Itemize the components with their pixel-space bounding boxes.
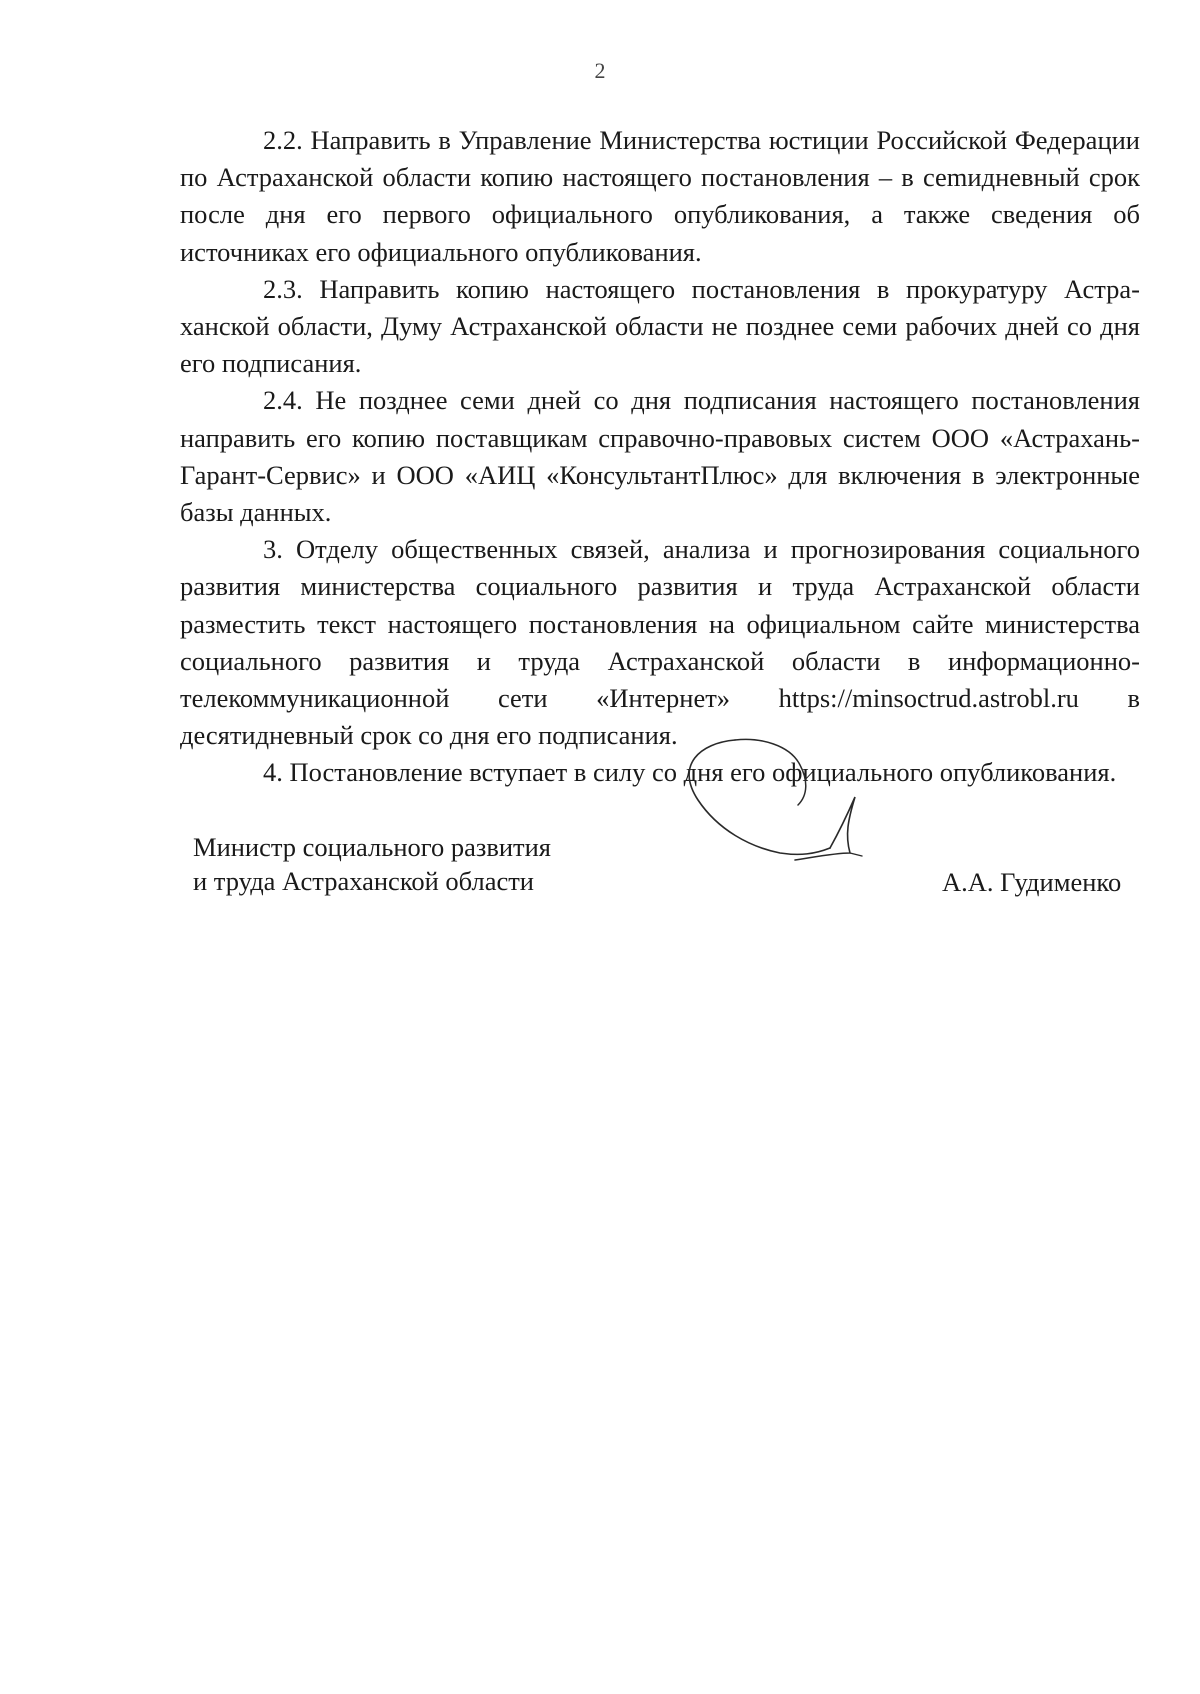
paragraph-4: 4. Постановление вступает в силу со дня его официального опубликования. — [263, 757, 1117, 788]
paragraph-2-4: 2.4. Не позднее семи дней со дня подписания настоящего постановления направить его копию поставщикам справочно-правовых систем ООО «Астрахань-Гарант-Сервис» и ООО «АИЦ «КонсультантПлюс» для включения в электронные базы данных. — [180, 385, 1140, 528]
handwritten-signature — [680, 735, 880, 885]
paragraph-2-2: 2.2. Направить в Управление Министерства юстиции Российской Федерации по Астраханской области копию настоящего постановления – в сеmидневный срок после дня его первого официального опубликования, а также сведения об источниках его официального опубликования. — [180, 125, 1140, 267]
signer-position — [193, 830, 551, 898]
document-body — [180, 122, 1140, 792]
paragraph-2-3: 2.3. Направить копию настоящего постановления в прокуратуру Астраханской области, Думу Астраханской области не позднее семи рабочих дней со дня его подписания. — [180, 273, 1140, 379]
signer-position-line-1: Министр социального развития — [193, 832, 551, 862]
signer-position-line-2: и труда Астраханской области — [193, 866, 534, 896]
page-number: 2 — [594, 58, 606, 83]
signer-name: А.А. Гудименко — [942, 867, 1122, 897]
paragraph-3: 3. Отделу общественных связей, анализа и прогнозирования социального развития министерства социального развития и труда Астраханской области разместить текст настоящего постановления на официальном сайте министерства социального развития и труда Астраханской области в информационно-телекоммуникационной сети «Интернет» https://minsoctrud.astrobl.ru в десятидневный срок со дня его подписания. — [180, 534, 1140, 751]
